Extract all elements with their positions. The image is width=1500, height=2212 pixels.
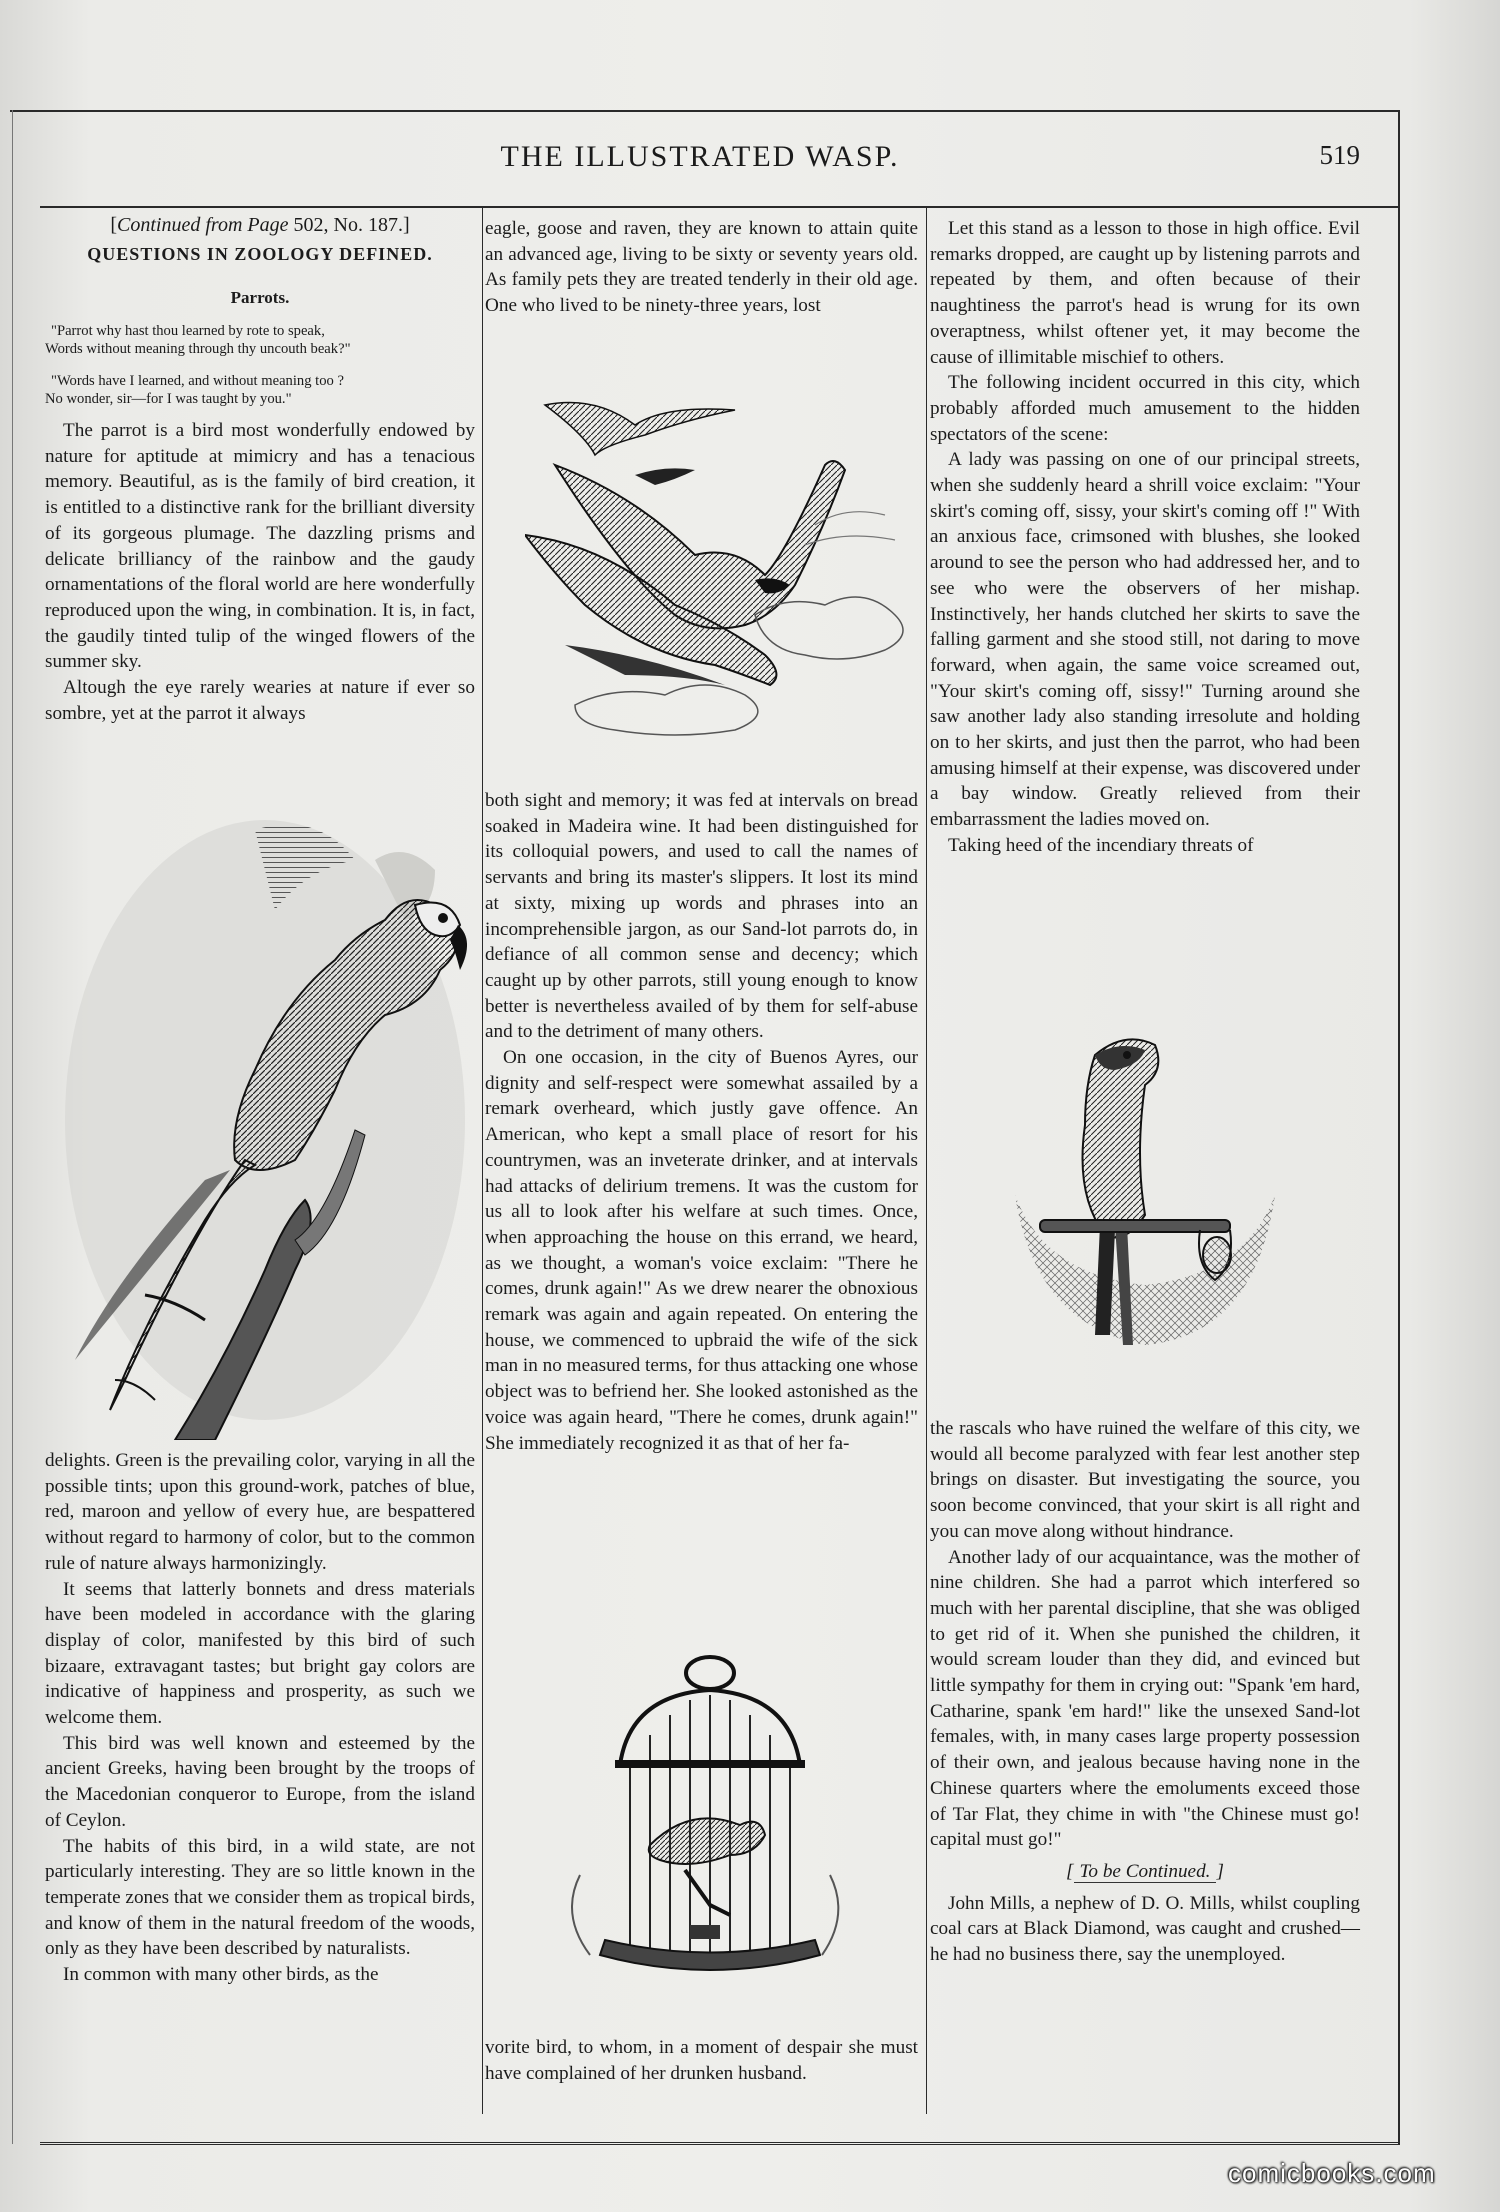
- paragraph: vorite bird, to whom, in a moment of despair she must have complained of her drunken husband.: [485, 2037, 918, 2084]
- page-number: 519: [1319, 140, 1360, 170]
- frame-left-rule: [12, 110, 13, 2144]
- paragraph: eagle, goose and raven, they are known to attain quite an advanced age, living to be sixty or seventy years old. As family pets they are treated tenderly in their old age. One who lived to be ninety-three years, lost: [485, 218, 918, 317]
- flying-birds-illustration: [525, 375, 915, 755]
- paragraph: Altough the eye rarely wearies at nature if ever so sombre, yet at the parrot it always: [45, 677, 475, 724]
- column-rule-1: [482, 208, 483, 2114]
- column-1-bottom-text: [45, 1448, 475, 1988]
- watermark-text: comicbooks.com: [1228, 2158, 1436, 2188]
- paragraph: The parrot is a bird most wonderfully endowed by nature for aptitude at mimicry and has a tenacious memory. Beautiful, as is the family of bird creation, it is entitled to a distinctive rank for the brilliant diversity of its gorgeous plumage. The dazzling prisms and delicate brilliancy of the rainbow and the gaudy ornamentations of the floral world are here wonderfully reproduced upon the wing, in combination. It is, in fact, the gaudily tinted tulip of the winged flowers of the summer sky.: [45, 420, 475, 673]
- caged-parrot-illustration: [560, 1655, 850, 1995]
- paragraph: It seems that latterly bonnets and dress materials have been modeled in accordance with the glaring display of color, manifested by this bird of such bizaare, extravagant tastes; but bright gay colors are indicative of happiness and prosperity, as such we welcome them.: [45, 1578, 475, 1729]
- paragraph: John Mills, a nephew of D. O. Mills, whilst coupling coal cars at Black Diamond, was caught and crushed—he had no business there, say the unemployed.: [930, 1892, 1360, 1966]
- paragraph: This bird was well known and esteemed by the ancient Greeks, having been brought by the troops of the Macedonian conqueror to Europe, from the island of Ceylon.: [45, 1732, 475, 1831]
- paragraph: Let this stand as a lesson to those in high office. Evil remarks dropped, are caught up by listening parrots and repeated by them, and often because of their naughtiness the parrot's head is wrung for its own overaptness, whilst oftener yet, it may become the cause of illimitable mischief to others.: [930, 218, 1360, 368]
- frame-top-rule: [10, 110, 1400, 112]
- column-1-top-text: [45, 418, 475, 726]
- paragraph: The habits of this bird, in a wild state, are not particularly interesting. They are so little known in the temperate zones that we consider them as tropical birds, and know of them in the natural freedom of the woods, only as they have been described by naturalists.: [45, 1835, 475, 1960]
- to-be-continued-note: [ To be Continued. ]: [1066, 1860, 1224, 1882]
- column-3-top-text: [930, 216, 1360, 859]
- frame-bottom-rule: [40, 2142, 1400, 2145]
- paragraph: Another lady of our acquaintance, was the mother of nine children. She had a parrot which interfered so much with her parental discipline, that she was obliged to get rid of it. When she punished the children, it would scream louder than they did, and evinced but little sympathy for them in crying out: "Spank 'em hard, Catharine, spank 'em hard!" like the unsexed Sand-lot females, with, in many cases large property possession of their own, and jealous because having none in the Chinese quarters where the emoluments exceed those of Tar Flat, they chime in with "the Chinese must go! capital must go!": [930, 1546, 1360, 1851]
- article-heading: QUESTIONS IN ZOOLOGY DEFINED.: [87, 244, 433, 264]
- column-2-top-text: [485, 216, 918, 319]
- paragraph: Taking heed of the incendiary threats of: [948, 834, 1254, 856]
- epigraph-quote-2: "Words have I learned, and without meaning too ? No wonder, sir—for I was taught by you.": [45, 373, 344, 407]
- column-2-bottom-text: [485, 2035, 918, 2086]
- column-2-middle-text: [485, 788, 918, 1456]
- paragraph: On one occasion, in the city of Buenos Ayres, our dignity and self-respect were somewhat assailed by a remark overheard, which justly gave offence. An American, who kept a small place of resort for his countrymen, was an inveterate drinker, and at intervals had attacks of delirium tremens. It was the custom for us all to look after his welfare at such times. Once, when approaching the house on this errand, we heard, as we thought, a woman's voice exclaim: "There he comes, drunk again!" As we drew nearer the obnoxious remark was again and again repeated. On entering the house, we commenced to upbraid the wife of the sick man in no measured terms, for thus attacking one whose object was to befriend her. She looked astonished as the voice was again heard, "There he comes, drunk again!" She immediately recognized it as that of her fa-: [485, 1047, 918, 1454]
- paragraph: delights. Green is the prevailing color, varying in all the possible tints; upon this ground-work, patches of blue, red, maroon and yellow of every hue, are bespattered without regard to harmony of color, but to the common rule of nature always harmonizingly.: [45, 1450, 475, 1574]
- page-title: THE ILLUSTRATED WASP.: [500, 140, 900, 173]
- continued-from-note: [Continued from Page 502, No. 187.]: [110, 214, 410, 236]
- header-rule: [40, 206, 1398, 208]
- paragraph: In common with many other birds, as the: [63, 1964, 379, 1986]
- epigraph-quote-1: "Parrot why hast thou learned by rote to speak, Words without meaning through thy uncouth beak?": [45, 323, 351, 357]
- column-3-bottom-text: [930, 1416, 1360, 1968]
- paragraph: both sight and memory; it was fed at intervals on bread soaked in Madeira wine. It had been distinguished for its colloquial powers, and used to call the names of servants and bring its master's slippers. It lost its mind at sixty, mixing up words and phrases into an incomprehensible jargon, as our Sand-lot parrots do, in defiance of all common sense and decency; which caught up by other parrots, still young enough to know better is nevertheless availed of by them for self-abuse and to the detriment of many others.: [485, 790, 918, 1043]
- paragraph: the rascals who have ruined the welfare of this city, we would all become paralyzed with fear lest another step brings on disaster. But investigating the source, you soon become convinced, that your skirt is all right and you can move along without hindrance.: [930, 1418, 1360, 1542]
- article-subheading: Parrots.: [230, 288, 290, 307]
- parrot-on-perch-illustration: [995, 1015, 1295, 1385]
- parrot-on-branch-illustration: [55, 800, 475, 1440]
- frame-right-rule: [1398, 110, 1400, 2144]
- column-rule-2: [926, 208, 927, 2114]
- paragraph: A lady was passing on one of our principal streets, when she suddenly heard a shrill voice exclaim: "Your skirt's coming off, sissy, your skirt's coming off !" With an anxious face, crimsoned with blushes, she looked around to see the person who had addressed her, and to see who were the observers of her mishap. Instinctively, her hands clutched her skirts to save the falling garment and she stood still, not daring to move forward, when again, the same voice screamed out, "Your skirt's coming off, sissy!" Turning around she saw another lady also standing irresolute and holding on to her skirts, and just then the parrot, who had been amusing himself at their expense, was discovered under a bay window. Greatly relieved from their embarrassment the ladies moved on.: [930, 449, 1360, 831]
- paragraph: The following incident occurred in this city, which probably afforded much amusement to the hidden spectators of the scene:: [930, 372, 1360, 445]
